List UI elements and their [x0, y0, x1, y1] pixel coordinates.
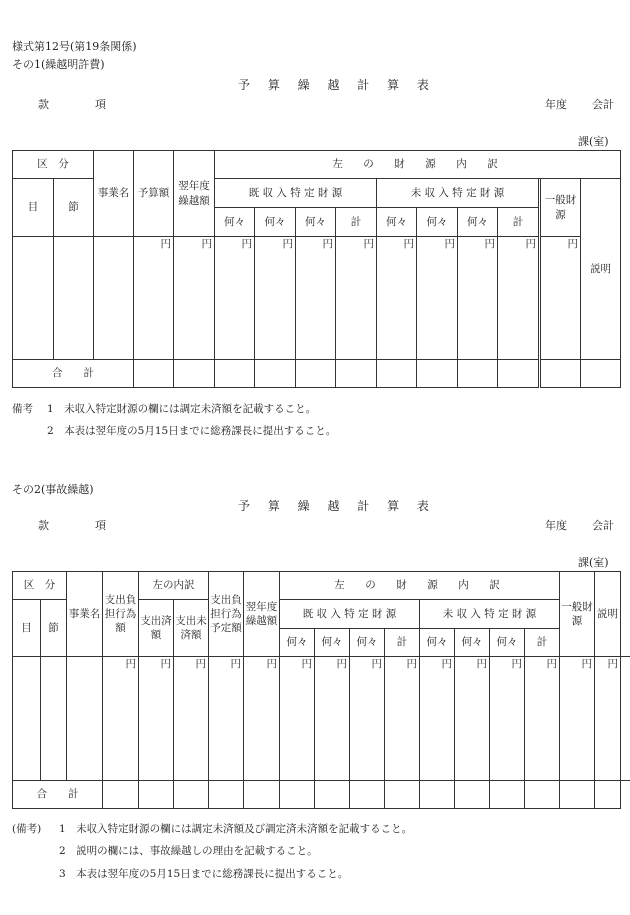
total-cell: [174, 360, 215, 388]
ka-label-2: 課(室): [578, 556, 609, 569]
yen-unit: 円: [255, 237, 296, 360]
total-cell: [377, 360, 417, 388]
yosan-header: 予算額: [134, 151, 174, 237]
yen-unit: 円: [560, 657, 595, 781]
gokei-label-2: 合 計: [13, 781, 103, 809]
yokunen-header: 翌年度繰越額: [174, 151, 215, 237]
mishu-nanin-1: 何々: [420, 629, 455, 657]
kishu-nanin-2: 何々: [315, 629, 350, 657]
total-cell: [139, 781, 174, 809]
yokunen-header-2: 翌年度繰越額: [244, 572, 280, 657]
total-cell: [581, 360, 621, 388]
part2-label: その2(事故繰越): [12, 483, 94, 496]
kishu-header: 既 収 入 特 定 財 源: [215, 179, 377, 208]
total-cell: [525, 781, 560, 809]
kishu-kei: 計: [385, 629, 420, 657]
total-cell: [420, 781, 455, 809]
budget-carryover-table-1: [12, 150, 621, 388]
yen-unit: 円: [336, 237, 377, 360]
shishutsu-zumi-header: 支出済額: [139, 600, 174, 657]
yen-unit: 円: [139, 657, 174, 781]
total-cell: [134, 360, 174, 388]
mishu-kei: 計: [498, 208, 539, 237]
total-cell: [498, 360, 539, 388]
kishu-nanin-1: 何々: [280, 629, 315, 657]
total-cell: [315, 781, 350, 809]
yen-unit: 円: [315, 657, 350, 781]
notes1-item-2: 2 本表は翌年度の5月15日までに総務課長に提出すること。: [47, 425, 337, 437]
kubun-header-2: 区 分: [13, 572, 67, 600]
kan-label-1: 款: [38, 98, 49, 111]
notes2-label: (備考): [12, 823, 42, 835]
notes2-item-3: 3 本表は翌年度の5月15日までに総務課長に提出すること。: [59, 868, 349, 880]
total-cell: [455, 781, 490, 809]
total-cell: [595, 781, 621, 809]
mishu-nanin-2: 何々: [417, 208, 458, 237]
yen-unit: 円: [417, 237, 458, 360]
yen-unit: 円: [280, 657, 315, 781]
ka-label-1: 課(室): [578, 135, 609, 148]
body-cell: [41, 657, 67, 781]
body-cell: [54, 237, 94, 360]
part1-label: その1(繰越明許費): [12, 58, 105, 71]
kishu-nanin-3: 何々: [296, 208, 336, 237]
kishu-nanin-1: 何々: [215, 208, 255, 237]
yen-unit: 円: [458, 237, 498, 360]
yen-unit: 円: [525, 657, 560, 781]
mishu-nanin-3: 何々: [458, 208, 498, 237]
notes1-item-1: 1 未収入特定財源の欄には調定未済額を記載すること。: [47, 403, 317, 415]
zaigen-header-2: 左 の 財 源 内 訳: [280, 572, 560, 600]
total-cell: [244, 781, 280, 809]
total-cell: [560, 781, 595, 809]
total-cell: [255, 360, 296, 388]
yen-unit: 円: [296, 237, 336, 360]
gokei-label: 合 計: [13, 360, 134, 388]
setsu-header-2: 節: [41, 600, 67, 657]
ippan-header: 一般財源: [541, 179, 581, 237]
yen-unit: 円: [377, 237, 417, 360]
total-cell: [385, 781, 420, 809]
kubun-header: 区 分: [13, 151, 94, 179]
body-cell: [67, 657, 103, 781]
kishu-nanin-2: 何々: [255, 208, 296, 237]
kan-label-2: 款: [38, 519, 49, 532]
yen-unit: 円: [541, 237, 581, 360]
yen-unit: 円: [350, 657, 385, 781]
total-cell: [215, 360, 255, 388]
yen-unit: 円: [209, 657, 244, 781]
kishu-kei: 計: [336, 208, 377, 237]
setsumei-header-2: 説明: [595, 572, 621, 657]
yen-unit: 円: [420, 657, 455, 781]
body-cell: [13, 657, 41, 781]
setsumei-header: 説明: [581, 179, 621, 360]
total-cell: [336, 360, 377, 388]
notes2-item-2: 2 説明の欄には、事故繰越しの理由を記載すること。: [59, 845, 318, 857]
setsu-header: 節: [54, 179, 94, 237]
kishu-header-2: 既 収 入 特 定 財 源: [280, 600, 420, 629]
total-cell: [541, 360, 581, 388]
yen-unit: 円: [103, 657, 139, 781]
body-cell: [94, 237, 134, 360]
kishu-nanin-3: 何々: [350, 629, 385, 657]
yen-unit: 円: [455, 657, 490, 781]
body-cell: [13, 237, 54, 360]
yen-unit: 円: [498, 237, 539, 360]
budget-carryover-table-2: [12, 571, 630, 809]
nendo-label-1: 年度: [545, 98, 567, 111]
doc-title-2: 予 算 繰 越 計 算 表: [238, 499, 436, 513]
hidari-uchiwake-header: 左の内訳: [139, 572, 209, 600]
doc-title-1: 予 算 繰 越 計 算 表: [238, 78, 436, 92]
yen-unit: 円: [174, 237, 215, 360]
shishutsu-futan-header: 支出負担行為額: [103, 572, 139, 657]
total-cell: [209, 781, 244, 809]
yen-unit: 円: [174, 657, 209, 781]
mishu-header-2: 未 収 入 特 定 財 源: [420, 600, 560, 629]
zaigen-header: 左 の 財 源 内 訳: [215, 151, 621, 179]
total-cell: [280, 781, 315, 809]
total-cell: [103, 781, 139, 809]
moku-header-2: 目: [13, 600, 41, 657]
mishu-nanin-2: 何々: [455, 629, 490, 657]
yen-unit: 円: [385, 657, 420, 781]
total-cell: [490, 781, 525, 809]
shishutsu-mizumi-header: 支出未済額: [174, 600, 209, 657]
kaikei-label-1: 会計: [592, 98, 614, 111]
futan-yotei-header: 支出負担行為予定額: [209, 572, 244, 657]
ippan-header-2: 一般財源: [560, 572, 595, 657]
kou-label-2: 項: [95, 519, 106, 532]
moku-header: 目: [13, 179, 54, 237]
jigyo-header: 事業名: [94, 151, 134, 237]
notes2-item-1: 1 未収入特定財源の欄には調定未済額及び調定済未済額を記載すること。: [59, 823, 413, 835]
mishu-kei: 計: [525, 629, 560, 657]
kou-label-1: 項: [95, 98, 106, 111]
notes1-label: 備考: [12, 403, 33, 415]
yen-unit: 円: [134, 237, 174, 360]
mishu-nanin-3: 何々: [490, 629, 525, 657]
yen-unit: 円: [244, 657, 280, 781]
total-cell: [417, 360, 458, 388]
body-cell: [621, 657, 630, 781]
mishu-header: 未 収 入 特 定 財 源: [377, 179, 539, 208]
total-cell: [296, 360, 336, 388]
total-cell: [350, 781, 385, 809]
mishu-nanin-1: 何々: [377, 208, 417, 237]
jigyo-header-2: 事業名: [67, 572, 103, 657]
total-cell: [174, 781, 209, 809]
total-cell: [458, 360, 498, 388]
nendo-label-2: 年度: [545, 519, 567, 532]
yen-unit: 円: [215, 237, 255, 360]
yen-unit: 円: [595, 657, 621, 781]
yen-unit: 円: [490, 657, 525, 781]
form-number: 様式第12号(第19条関係): [12, 40, 137, 53]
kaikei-label-2: 会計: [592, 519, 614, 532]
